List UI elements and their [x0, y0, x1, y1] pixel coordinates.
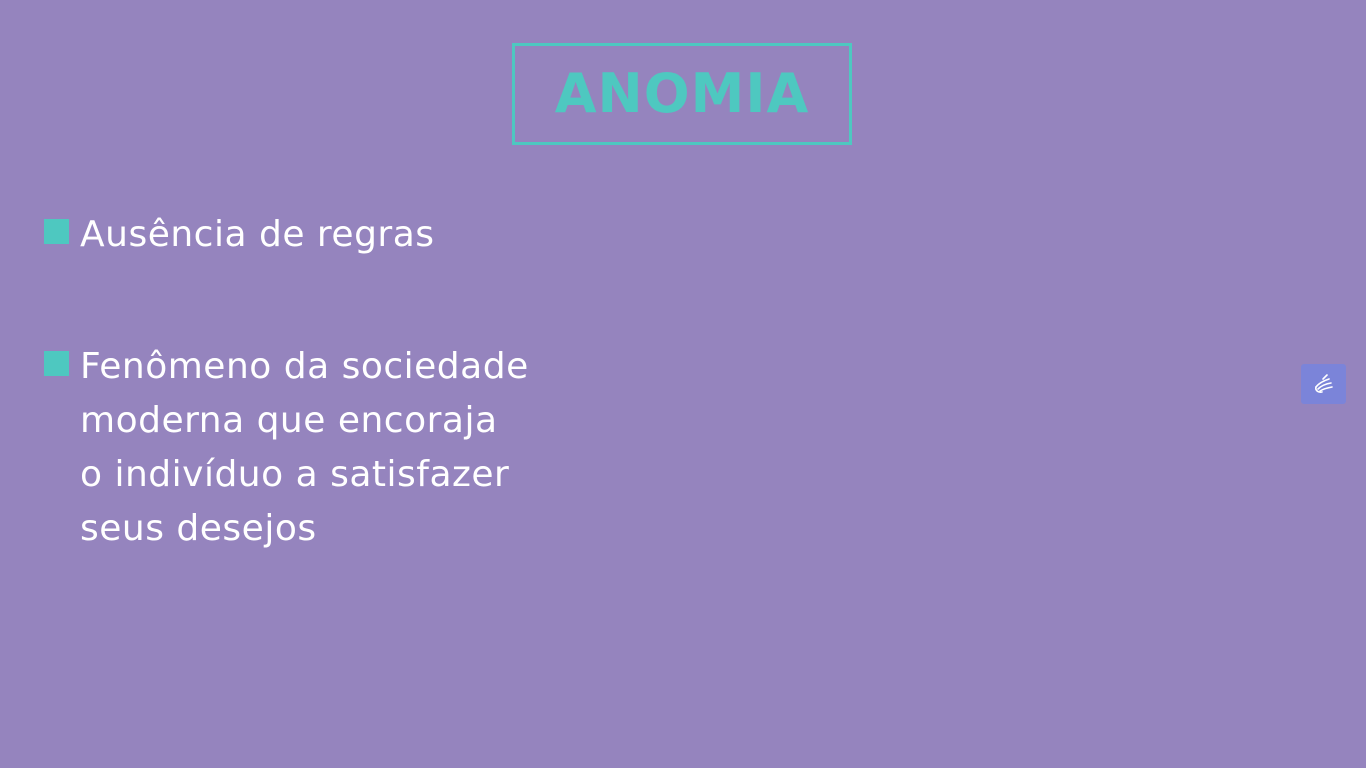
bullet-square-icon: [44, 351, 69, 376]
bullet-text: Ausência de regras: [80, 214, 435, 255]
bullet-text: Fenômeno da sociedade moderna que encoraja o indivíduo a satisfazer seus desejos: [80, 346, 529, 549]
bullet-item: [44, 208, 604, 262]
bullet-list: [44, 208, 604, 556]
bullet-square-icon: [44, 219, 69, 244]
bullet-item: [44, 340, 604, 556]
hand-sign-icon: [1311, 371, 1337, 397]
slide-title: ANOMIA: [554, 62, 810, 125]
accessibility-widget-button[interactable]: [1301, 364, 1346, 404]
title-box: [512, 43, 852, 145]
